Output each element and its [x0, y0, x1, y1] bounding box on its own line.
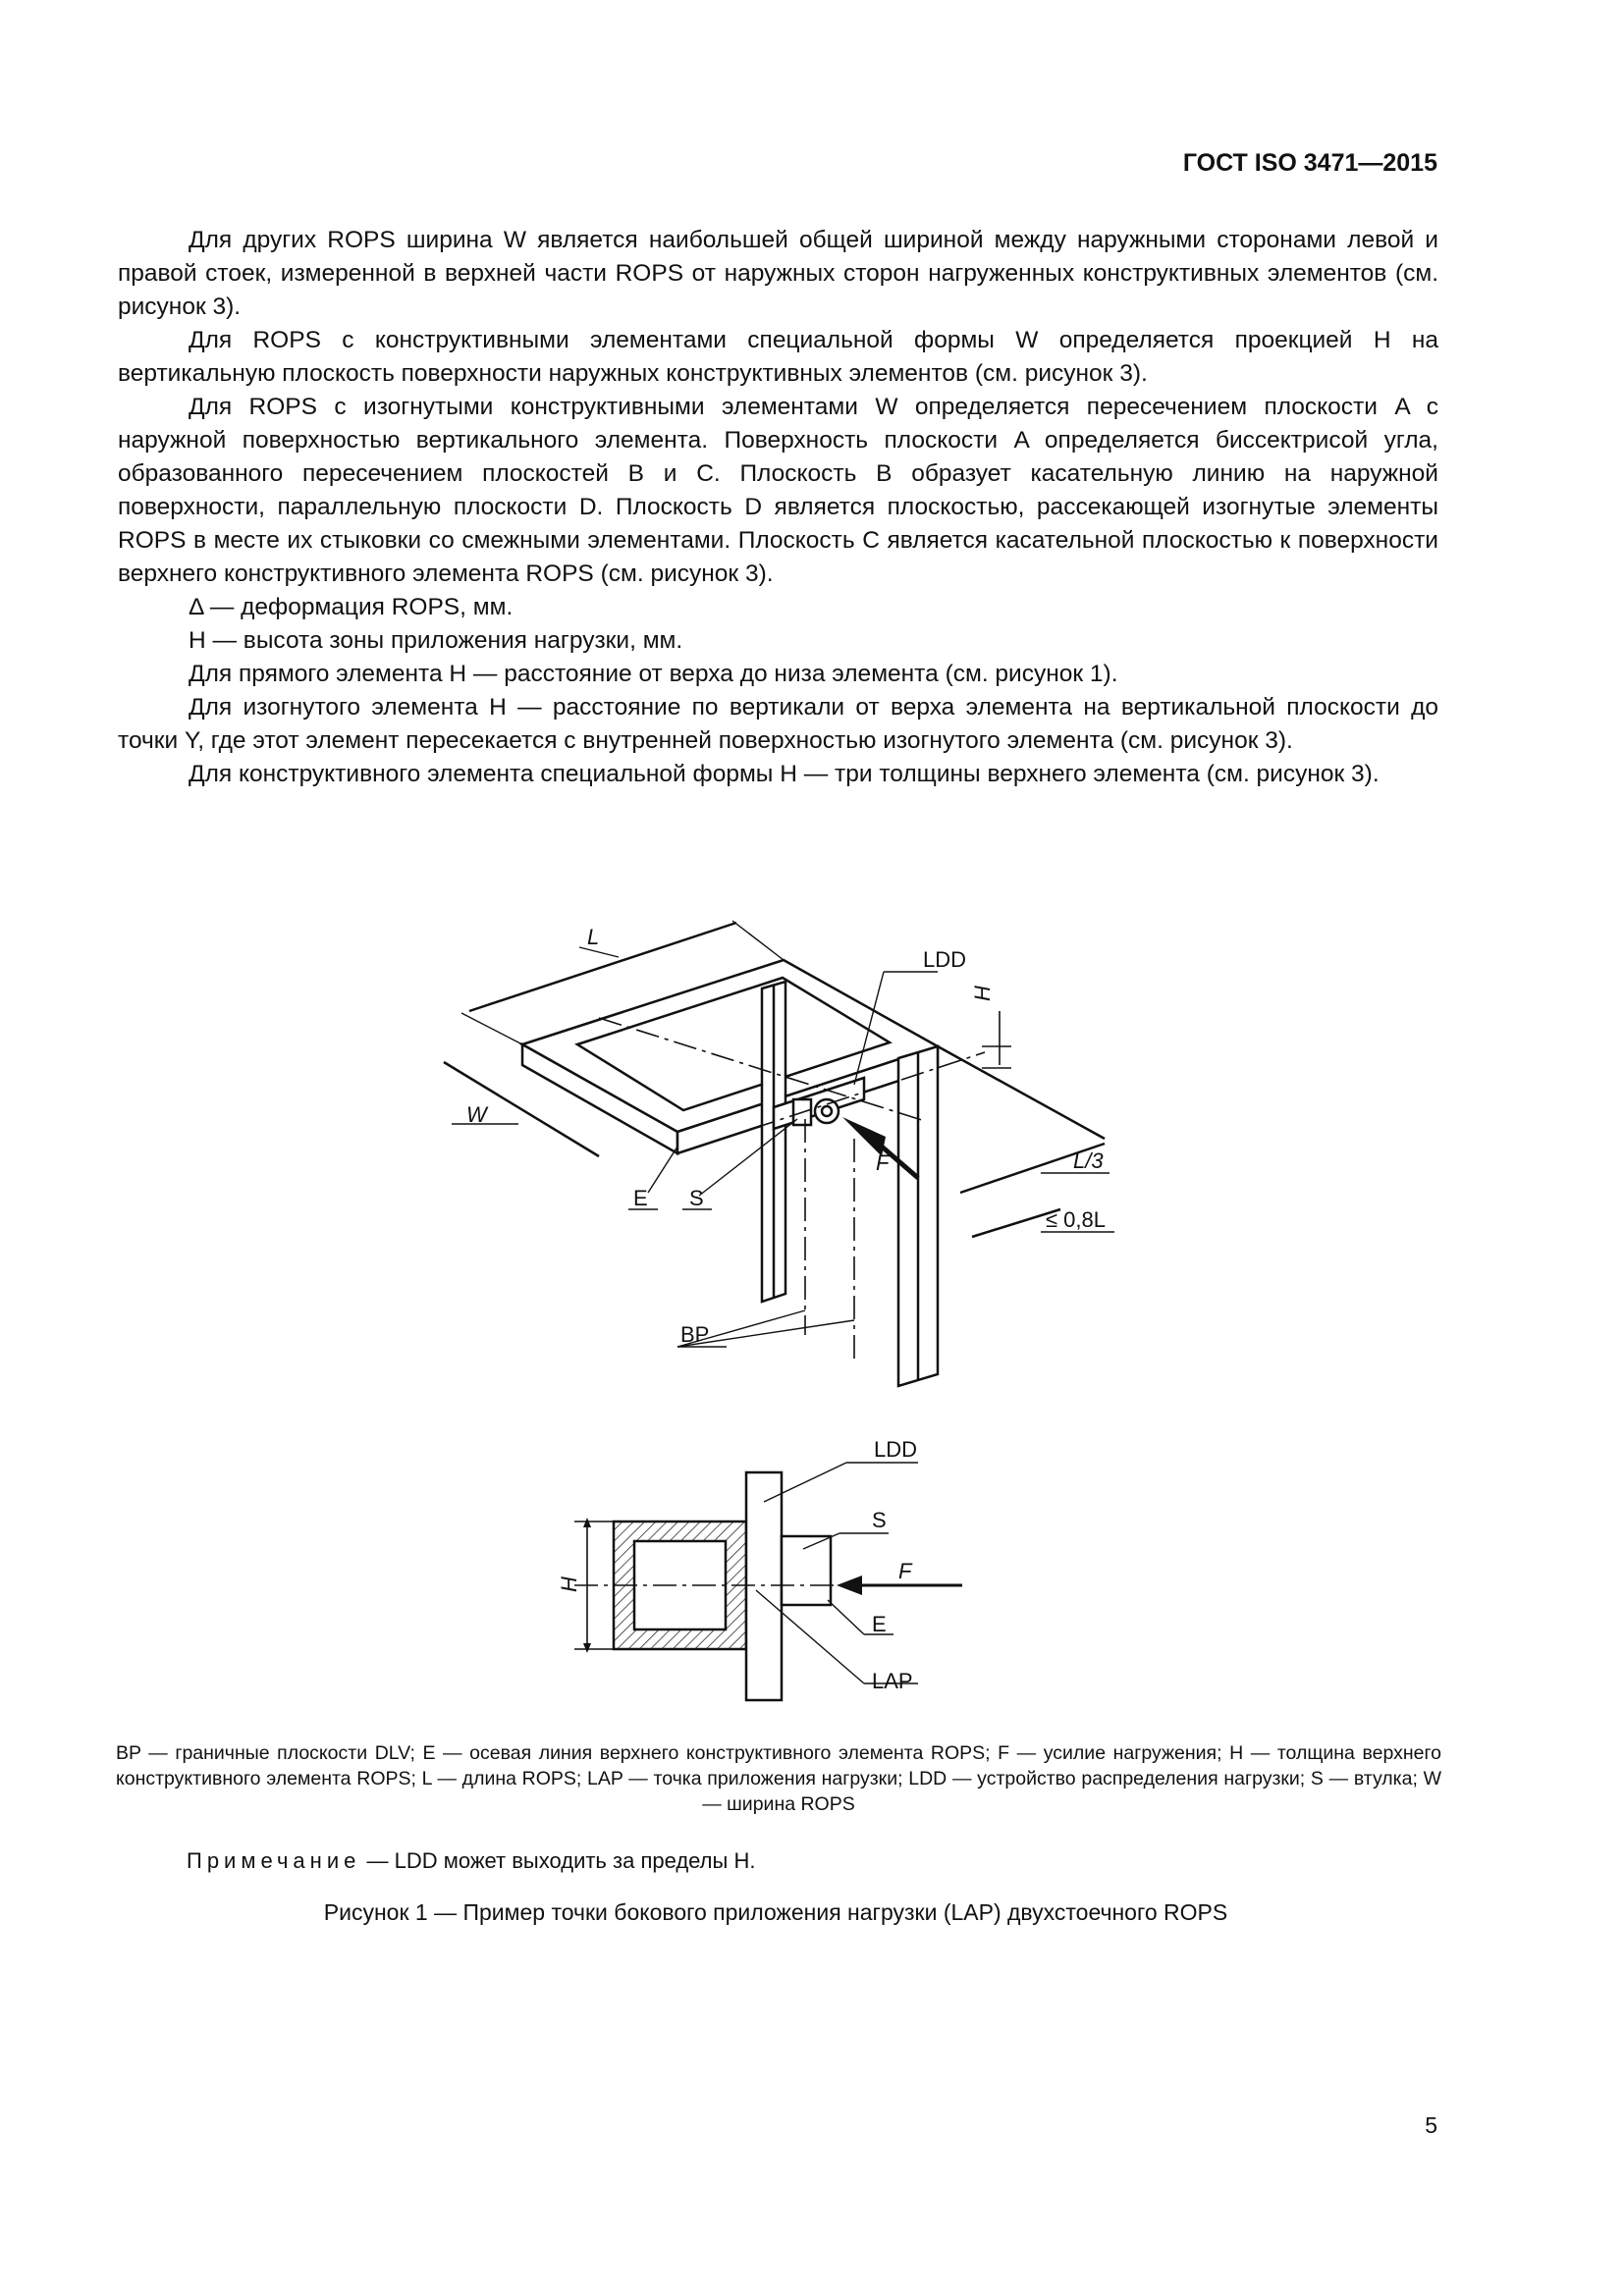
label-S-section: S: [872, 1508, 887, 1532]
document-header: ГОСТ ISO 3471—2015: [1182, 149, 1437, 177]
figure-legend: BP — граничные плоскости DLV; E — осевая линия верхнего конструктивного элемента ROPS; F — усилие нагружения; H — толщина верхнего конструктивного элемента ROPS; L — длина ROPS; LAP — точка приложения нагрузки; LDD — устройство распределения нагрузки; S — втулка; W — ширина ROPS: [116, 1742, 1441, 1815]
paragraph: Δ — деформация ROPS, мм.: [189, 594, 514, 620]
label-S: S: [689, 1186, 704, 1210]
paragraph: Для ROPS с конструктивными элементами специальной формы W определяется проекцией H на вертикальную плоскость поверхности наружных конструктивных элементов (см. рисунок 3).: [118, 327, 1438, 387]
label-BP: BP: [680, 1322, 710, 1347]
paragraph: H — высота зоны приложения нагрузки, мм.: [189, 627, 683, 654]
label-LDD: LDD: [923, 947, 967, 972]
label-H-section: H: [557, 1576, 581, 1592]
ldd-section: [746, 1472, 782, 1700]
lap-circle: [815, 1099, 839, 1123]
sleeve-section: [782, 1536, 831, 1605]
label-W: W: [466, 1102, 487, 1127]
label-H: H: [970, 986, 995, 1001]
label-le08L: ≤ 0,8L: [1046, 1207, 1107, 1232]
paragraph: Для других ROPS ширина W является наибольшей общей шириной между наружными сторонами левой и правой стоек, измеренной в верхней части ROPS от наружных сторон нагруженных конструктивных элементов (см. рисунок 3).: [118, 227, 1438, 320]
label-LDD-section: LDD: [874, 1437, 918, 1462]
label-E-section: E: [872, 1612, 887, 1636]
figure-caption: Рисунок 1 — Пример точки бокового приложения нагрузки (LAP) двухстоечного ROPS: [323, 1899, 1228, 1925]
paragraph: Для ROPS с изогнутыми конструктивными элементами W определяется пересечением плоскости A с наружной поверхностью вертикального элемента. Поверхность плоскости A определяется биссектрисой угла, образованного пересечением плоскостей B и C. Плоскость B образует касательную линию на наружной поверхности, параллельную плоскости D. Плоскость D является плоскостью, рассекающей изогнутые элементы ROPS в месте их стыковки со смежными элементами. Плоскость C является касательной плоскостью к поверхности верхнего конструктивного элемента ROPS (см. рисунок 3).: [118, 394, 1438, 587]
paragraph: Для конструктивного элемента специальной формы H — три толщины верхнего элемента (см. рисунок 3).: [189, 761, 1380, 787]
paragraph: Для изогнутого элемента H — расстояние по вертикали от верха элемента на вертикальной плоскости до точки Y, где этот элемент пересекается с внутренней поверхностью изогнутого элемента (см. рисунок 3).: [118, 694, 1438, 754]
page-number: 5: [1425, 2112, 1437, 2138]
note: [187, 1848, 755, 1874]
label-L3: L/3: [1073, 1148, 1104, 1173]
label-E: E: [633, 1186, 648, 1210]
paragraph: Для прямого элемента H — расстояние от верха до низа элемента (см. рисунок 1).: [189, 661, 1118, 687]
label-F-section: F: [898, 1559, 912, 1583]
label-LAP: LAP: [872, 1669, 913, 1693]
label-L: L: [587, 925, 600, 949]
note-text: — LDD может выходить за пределы H.: [366, 1848, 756, 1873]
force-arrow-section: [837, 1575, 862, 1595]
note-label: Примечание: [187, 1848, 361, 1873]
label-F: F: [876, 1150, 890, 1175]
